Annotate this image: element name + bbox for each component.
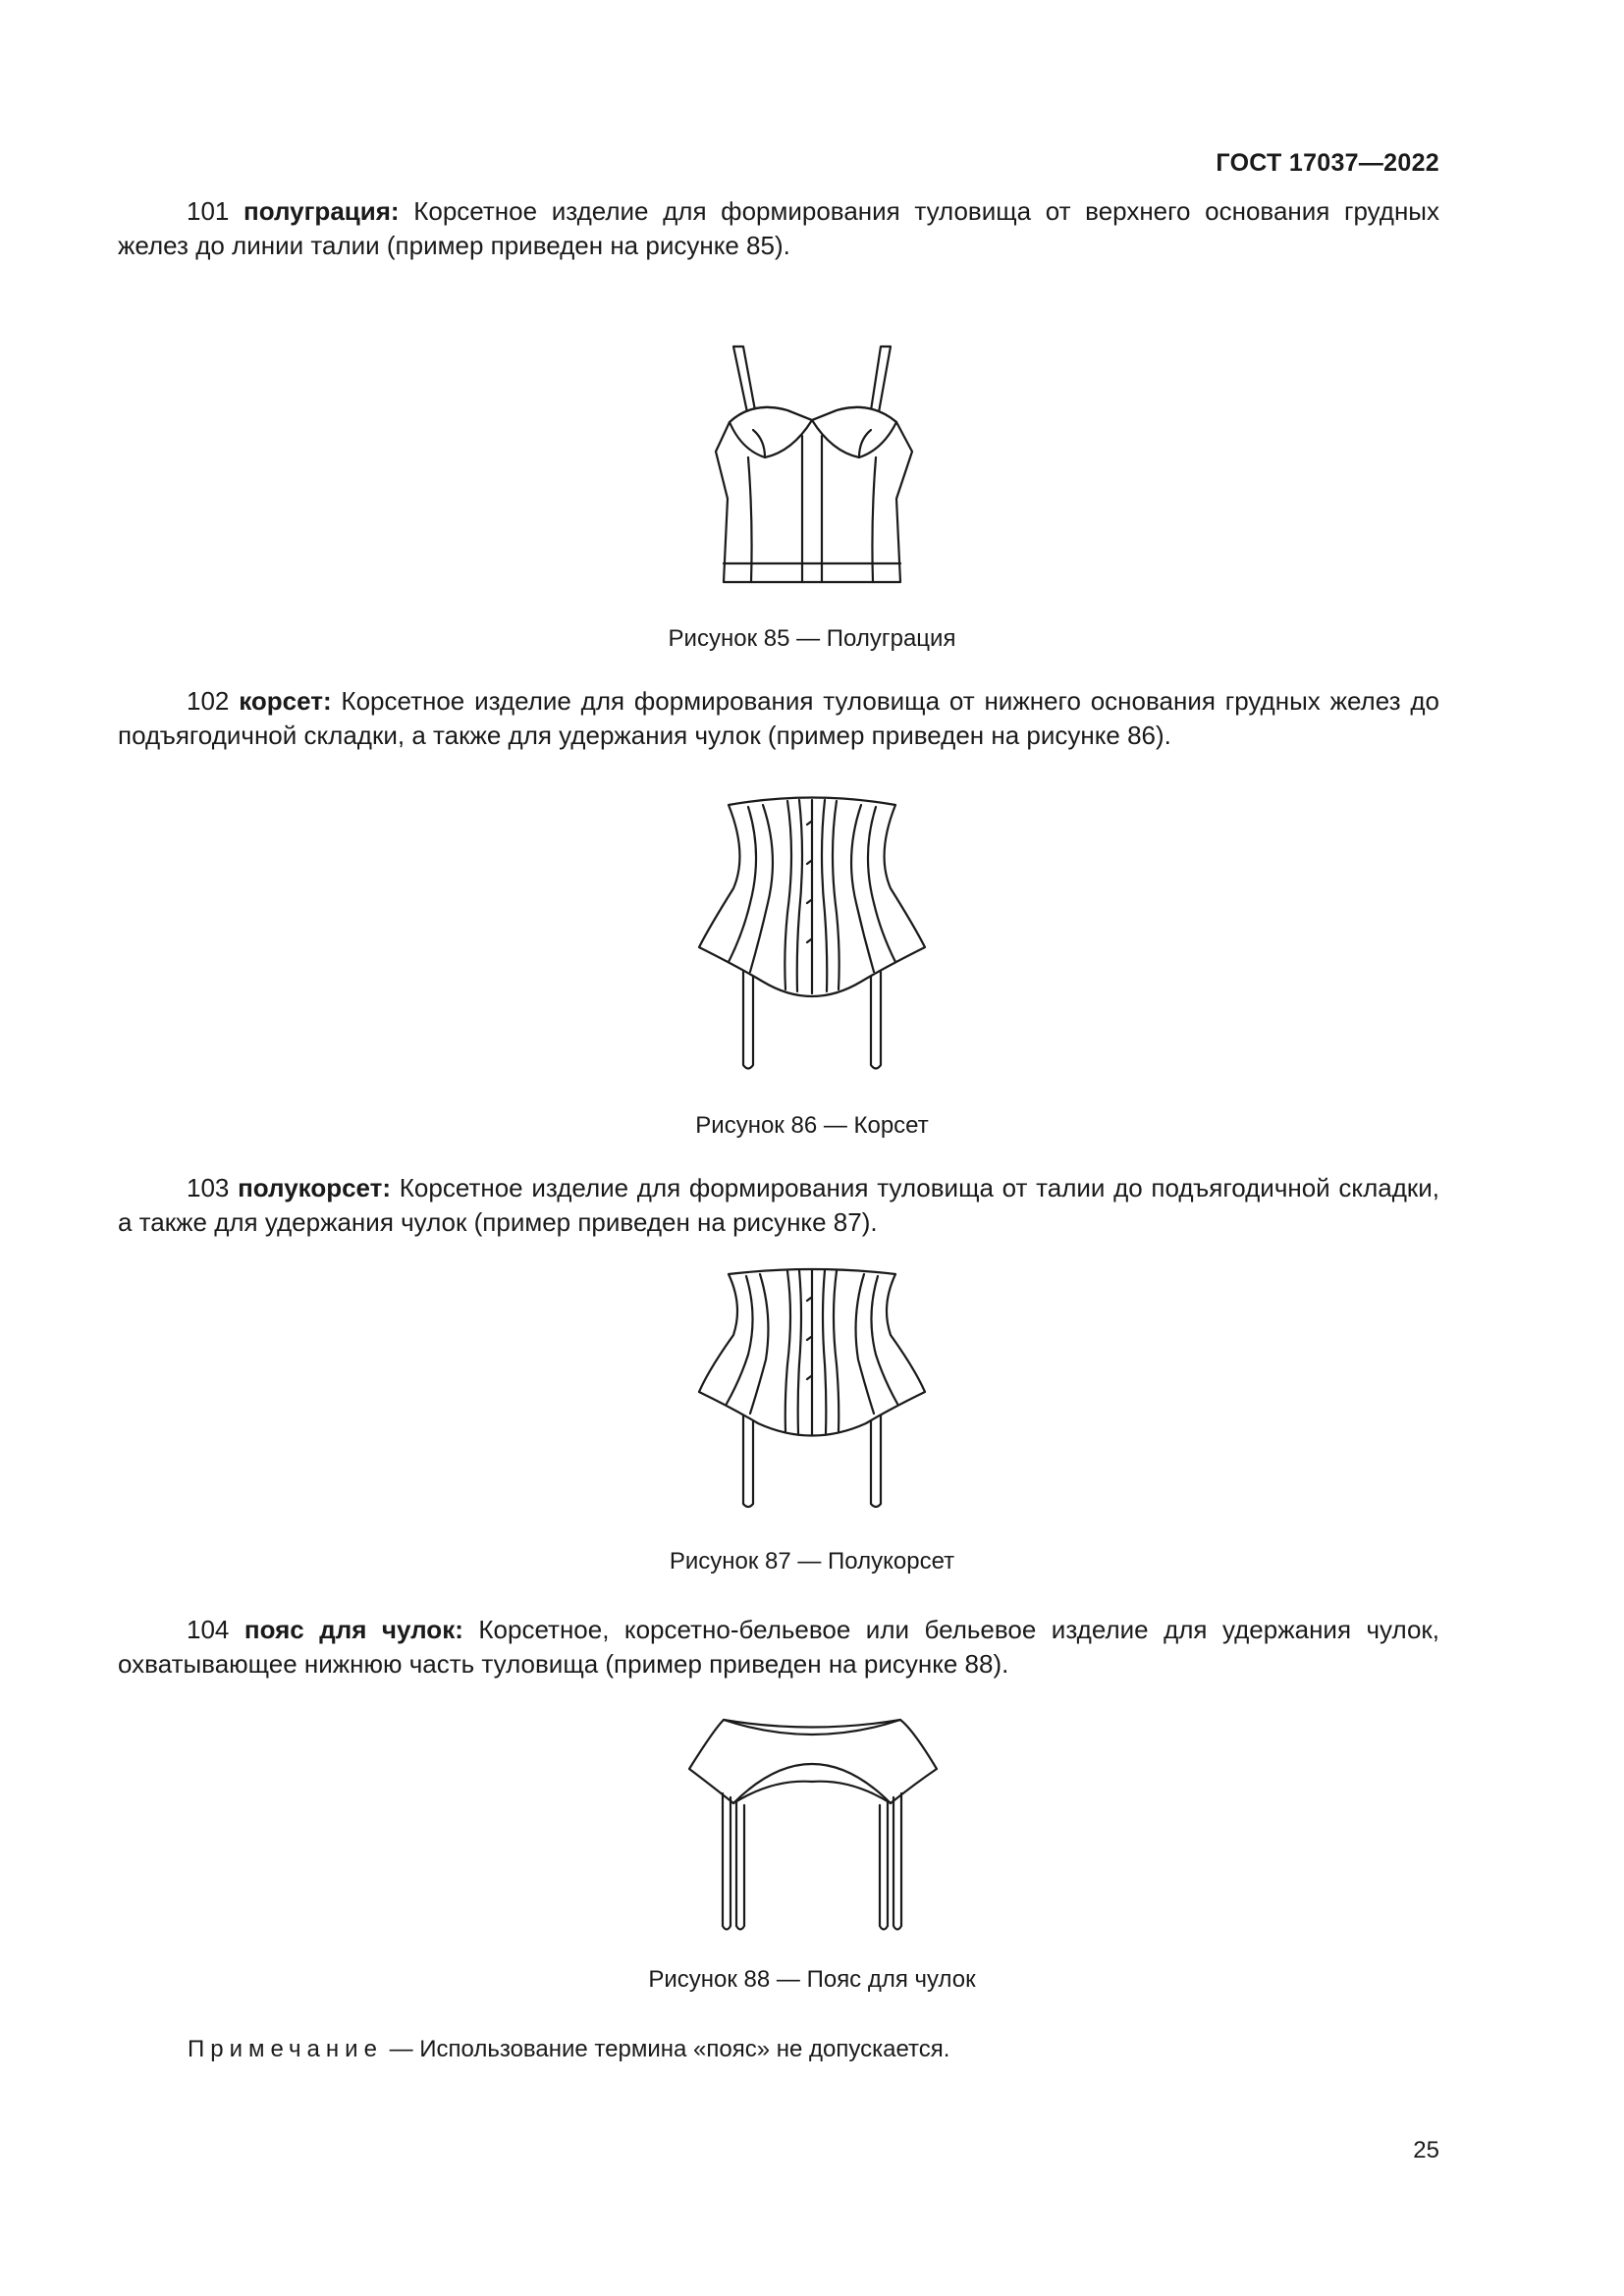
note-text: — Использование термина «пояс» не допускается. <box>382 2036 950 2062</box>
page-number: 25 <box>1413 2137 1439 2163</box>
figure-86-corset <box>0 795 1624 1080</box>
term-definition: Корсетное, корсетно-бельевое или бельевое изделие для удержания чулок, охватывающее нижнюю часть туловища (пример приведен на рисунке 88). <box>118 1615 1440 1679</box>
term-definition: Корсетное изделие для формирования туловища от нижнего основания грудных желез до подъягодичной складки, а также для удержания чулок (пример приведен на рисунке 86). <box>118 686 1439 750</box>
term-name: полуграция: <box>244 196 400 226</box>
term-number: 101 <box>187 196 230 226</box>
term-name: пояс для чулок: <box>244 1615 463 1644</box>
term-name: полукорсет: <box>238 1173 392 1202</box>
term-number: 102 <box>187 686 230 716</box>
term-name: корсет: <box>239 686 332 716</box>
note <box>188 2036 949 2063</box>
term-102 <box>118 684 1439 753</box>
figure-88-caption: Рисунок 88 — Пояс для чулок <box>648 1966 976 1993</box>
figure-87-half-corset <box>0 1266 1624 1512</box>
term-definition: Корсетное изделие для формирования туловища от верхнего основания грудных желез до линии талии (пример приведен на рисунке 85). <box>118 196 1439 260</box>
term-number: 103 <box>187 1173 230 1202</box>
figure-86-caption: Рисунок 86 — Корсет <box>695 1112 929 1139</box>
figure-85-semigracia <box>0 342 1624 587</box>
figure-85-caption: Рисунок 85 — Полуграция <box>668 625 956 652</box>
note-label: Примечание <box>188 2036 383 2062</box>
standard-header: ГОСТ 17037—2022 <box>1216 149 1439 177</box>
term-104 <box>118 1613 1439 1682</box>
term-definition: Корсетное изделие для формирования туловища от талии до подъягодичной складки, а также для удержания чулок (пример приведен на рисунке 87). <box>118 1173 1439 1237</box>
term-101 <box>118 194 1439 263</box>
term-number: 104 <box>187 1615 230 1644</box>
term-103 <box>118 1171 1439 1240</box>
figure-88-garter-belt <box>0 1715 1624 1941</box>
figure-87-caption: Рисунок 87 — Полукорсет <box>669 1548 955 1575</box>
